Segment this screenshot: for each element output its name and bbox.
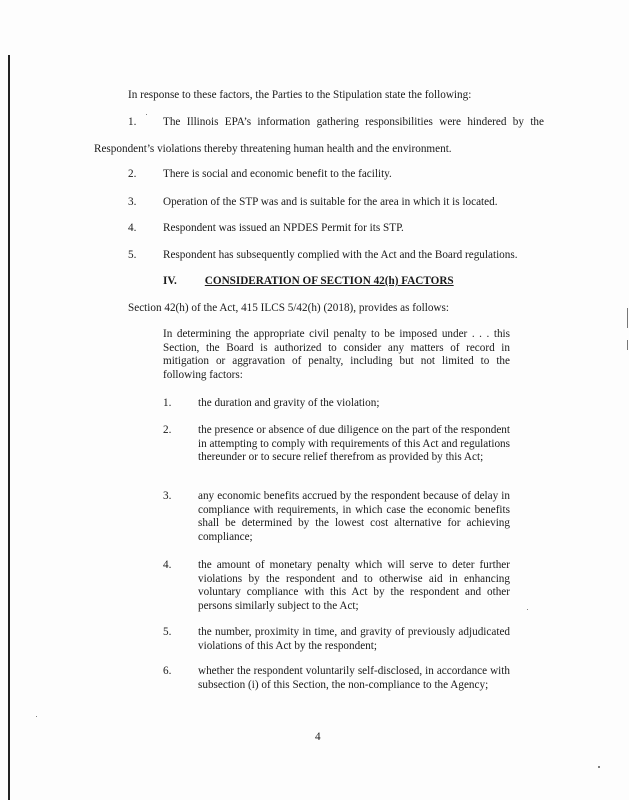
block-quote: In determining the appropriate civil penalty to be imposed under . . . this Section, the Board is authorized to consider any matters of record in mitigation or aggravation of penalty, including but not limited to the following factors: — [163, 328, 510, 381]
factor-6-text: whether the respondent voluntarily self-disclosed, in accordance with subsection (i) of this Section, the non-compliance to the Agency; — [198, 665, 510, 691]
stipulation-item-1-continuation: Respondent’s violations thereby threatening human health and the environment. — [94, 143, 452, 155]
stipulation-item-4-number: 4. — [128, 222, 137, 234]
scan-speck — [598, 766, 600, 768]
factor-5-number: 5. — [163, 626, 172, 638]
factor-6-number: 6. — [163, 665, 172, 677]
stipulation-item-2-number: 2. — [128, 168, 137, 180]
stipulation-item-3-text: Operation of the STP was and is suitable for the area in which it is located. — [163, 196, 498, 208]
factor-1-text: the duration and gravity of the violation; — [198, 397, 380, 409]
scan-speck — [146, 114, 147, 115]
stipulation-item-3-number: 3. — [128, 196, 137, 208]
stipulation-item-1-number: 1. — [128, 116, 137, 128]
factor-2-text: the presence or absence of due diligence on the part of the respondent in attempting to comply with requirements of this Act and regulations thereunder or to secure relief therefrom as provided by this Act; — [198, 424, 510, 464]
scan-speck — [527, 609, 528, 610]
stipulation-item-2-text: There is social and economic benefit to the facility. — [163, 168, 392, 180]
page-number: 4 — [315, 731, 321, 743]
scan-edge-line — [8, 55, 10, 800]
intro-paragraph: In response to these factors, the Parties to the Stipulation state the following: — [128, 89, 472, 101]
factor-4-number: 4. — [163, 559, 172, 571]
scan-mark — [627, 340, 628, 350]
stipulation-item-1-text: The Illinois EPA’s information gathering responsibilities were hindered by the — [163, 116, 544, 128]
factor-1-number: 1. — [163, 397, 172, 409]
section-heading-number: IV. — [163, 275, 177, 287]
factor-2-number: 2. — [163, 424, 172, 436]
factor-3-number: 3. — [163, 490, 172, 502]
scan-speck — [36, 716, 37, 717]
section-heading — [163, 275, 454, 288]
section-intro: Section 42(h) of the Act, 415 ILCS 5/42(h) (2018), provides as follows: — [128, 302, 449, 314]
stipulation-item-5-number: 5. — [128, 249, 137, 261]
factor-4-text: the amount of monetary penalty which will serve to deter further violations by the respondent and to otherwise aid in enhancing voluntary compliance with this Act by the respondent and other persons similarly subject to the Act; — [198, 559, 510, 612]
scan-mark — [627, 308, 628, 328]
stipulation-item-4-text: Respondent was issued an NPDES Permit for its STP. — [163, 222, 404, 234]
factor-3-text: any economic benefits accrued by the respondent because of delay in compliance with requirements, in which case the economic benefits shall be determined by the lowest cost alternative for achieving compliance; — [198, 490, 510, 543]
section-heading-title: CONSIDERATION OF SECTION 42(h) FACTORS — [204, 275, 454, 287]
factor-5-text: the number, proximity in time, and gravity of previously adjudicated violations of this Act by the respondent; — [198, 626, 510, 652]
stipulation-item-5-text: Respondent has subsequently complied with the Act and the Board regulations. — [163, 249, 518, 261]
